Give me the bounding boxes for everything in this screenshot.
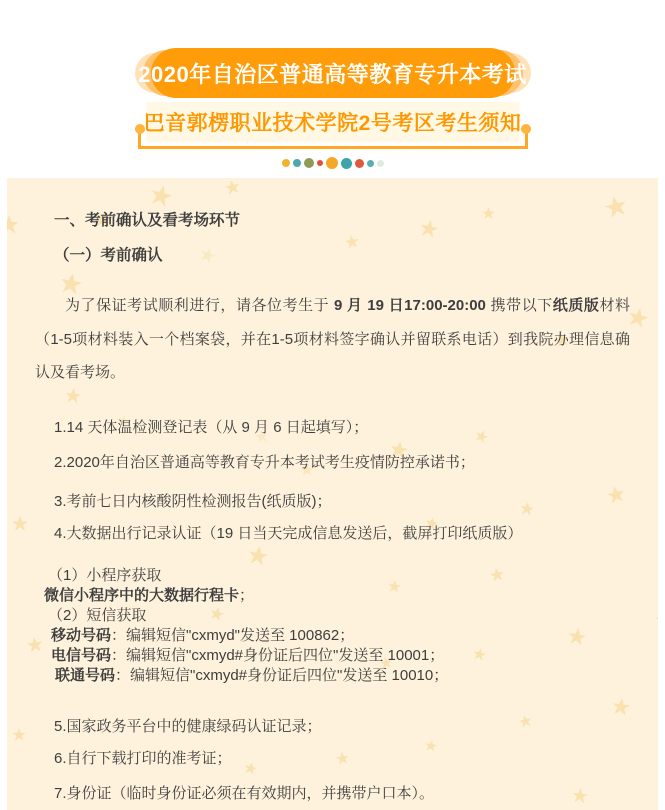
subtitle-banner	[143, 102, 522, 142]
carrier-mobile-bold: 移动号码	[51, 626, 112, 644]
list-item-6: 6.自行下载打印的准考证；	[54, 749, 232, 767]
banner-main	[138, 48, 527, 98]
star-icon	[224, 179, 242, 197]
paper-version-bold: 纸质版	[552, 297, 600, 314]
list-item-2: 2.2020年自治区普通高等教育专升本考试考生疫情防控承诺书；	[54, 453, 475, 471]
color-dot-icon	[341, 158, 352, 169]
color-dot-icon	[367, 160, 374, 167]
sms-text: ：编辑短信"cxmyd"发送至 100862；	[111, 626, 355, 644]
carrier-telecom-bold: 电信号码	[51, 646, 112, 664]
star-icon	[148, 183, 175, 210]
star-icon	[611, 697, 631, 717]
color-dot-icon	[377, 160, 384, 167]
sms-text: ：编辑短信"cxmyd#身份证后四位"发送至 10010；	[115, 666, 449, 684]
star-icon	[655, 612, 658, 628]
star-icon	[64, 387, 82, 405]
intro-text: 携带以下	[485, 297, 553, 314]
list-item-1: 1.14 天体温检测登记表（从 9 月 6 日起填写）；	[54, 418, 369, 436]
section-heading: 一、考前确认及看考场环节	[54, 212, 241, 229]
sms-instruction-telecom	[51, 646, 630, 666]
wechat-miniprogram-bold: 微信小程序中的大数据行程卡	[44, 586, 240, 604]
method-1-detail	[44, 586, 630, 606]
list-item-4: 4.大数据出行记录认证（19 日当天完成信息发送后，截屏打印纸质版）	[54, 524, 523, 542]
color-dot-icon	[293, 159, 301, 167]
notice-body	[7, 178, 658, 810]
method-2-label: （2）短信获取	[48, 606, 147, 624]
star-icon	[26, 636, 44, 654]
exam-time-bold: 9 月 19 日17:00-20:00	[333, 297, 486, 314]
list-item-5: 5.国家政务平台中的健康绿码认证记录；	[54, 717, 322, 735]
color-dot-icon	[282, 159, 290, 167]
color-dot-icon	[326, 157, 338, 169]
venue-subtitle: 巴音郭楞职业技术学院2号考区考生须知	[143, 112, 522, 135]
carrier-unicom-bold: 联通号码	[55, 666, 116, 684]
title-banner	[138, 48, 527, 98]
intro-paragraph	[35, 289, 630, 390]
subsection-heading: （一）考前确认	[54, 247, 163, 264]
color-dot-icon	[317, 160, 323, 166]
sms-instruction-unicom	[55, 666, 630, 686]
color-dot-icon	[304, 158, 314, 168]
star-icon	[7, 215, 19, 235]
travel-record-methods	[44, 566, 630, 686]
exam-title: 2020年自治区普通高等教育专升本考试	[138, 61, 527, 87]
intro-text: 材料（1-5项材料装入一个档案袋，并在1-5项材料签字确认并留联系电话）到我院办理信息确认及看考场。	[35, 297, 630, 381]
list-item-3: 3.考前七日内核酸阴性检测报告(纸质版)；	[54, 492, 332, 510]
intro-text: 为了保证考试顺利进行，请各位考生于	[65, 297, 334, 314]
bracket-dot-right-icon	[521, 124, 531, 134]
star-icon	[246, 544, 269, 567]
sms-instruction-mobile	[51, 626, 630, 646]
dots-divider	[0, 156, 665, 170]
star-icon	[12, 728, 26, 742]
list-item-7: 7.身份证（临时身份证必须在有效期内，并携带户口本）。	[54, 784, 435, 802]
method-1-tail: ；	[239, 586, 255, 604]
method-1-label: （1）小程序获取	[48, 566, 162, 584]
notice-header	[0, 0, 665, 178]
star-icon	[12, 516, 28, 532]
color-dot-icon	[355, 159, 364, 168]
sms-text: ：编辑短信"cxmyd#身份证后四位"发送至 10001；	[111, 646, 445, 664]
